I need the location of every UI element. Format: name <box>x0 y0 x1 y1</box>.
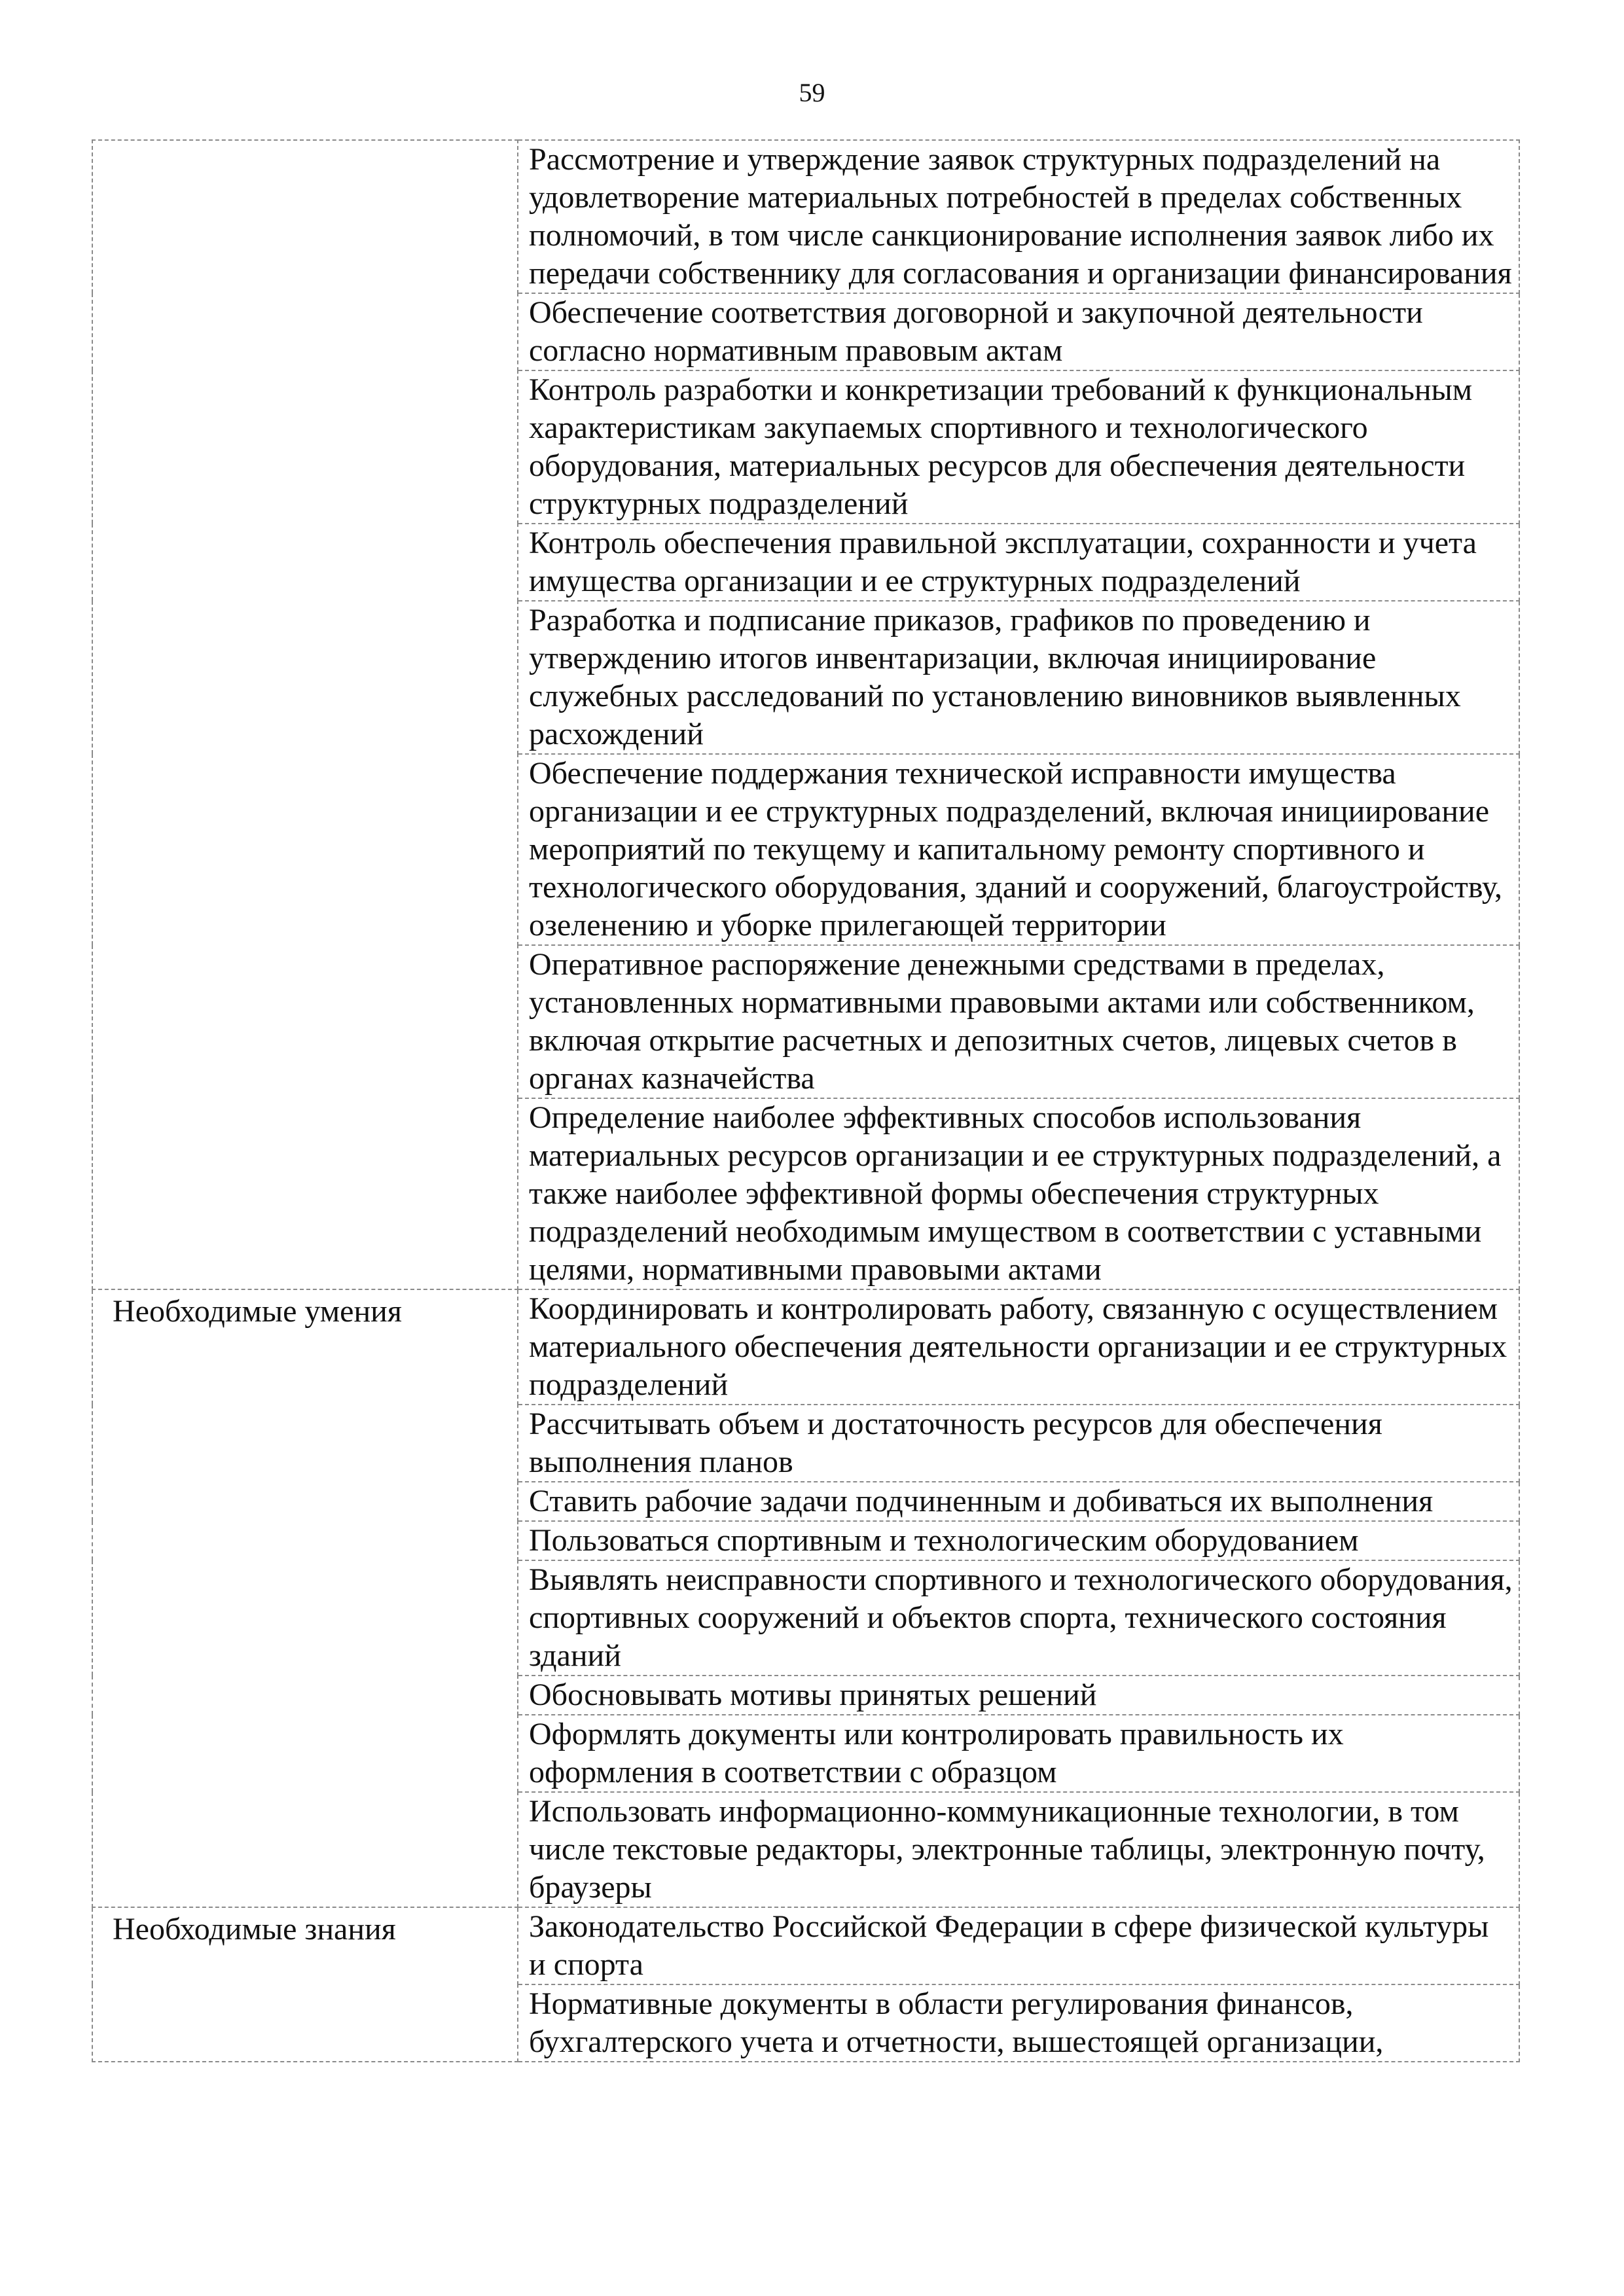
table-cell: Разработка и подписание приказов, графиков по проведению и утверждению итогов инвентаризации, включая инициирование служебных расследований по установлению виновников выявленных расхождений <box>518 601 1519 754</box>
table-row <box>92 1907 1519 1984</box>
section-label-skills: Необходимые умения <box>92 1289 518 1907</box>
table-cell: Рассмотрение и утверждение заявок структурных подразделений на удовлетворение материальных потребностей в пределах собственных полномочий, в том числе санкционирование исполнения заявок либо их передачи собственнику для согласования и организации финансирования <box>518 140 1519 293</box>
table-cell: Обеспечение поддержания технической исправности имущества организации и ее структурных подразделений, включая инициирование мероприятий по текущему и капитальному ремонту спортивного и технологического оборудования, зданий и сооружений, благоустройству, озеленению и уборке прилегающей территории <box>518 754 1519 945</box>
table-cell: Использовать информационно-коммуникационные технологии, в том числе текстовые редакторы, электронные таблицы, электронную почту, браузеры <box>518 1792 1519 1907</box>
section-label-empty <box>92 140 518 1289</box>
table-cell: Контроль разработки и конкретизации требований к функциональным характеристикам закупаемых спортивного и технологического оборудования, материальных ресурсов для обеспечения деятельности структурных подразделений <box>518 370 1519 524</box>
table-cell: Обеспечение соответствия договорной и закупочной деятельности согласно нормативным правовым актам <box>518 293 1519 370</box>
section-label-knowledge: Необходимые знания <box>92 1907 518 2062</box>
table-cell: Координировать и контролировать работу, связанную с осуществлением материального обеспечения деятельности организации и ее структурных подразделений <box>518 1289 1519 1405</box>
table-cell: Выявлять неисправности спортивного и технологического оборудования, спортивных сооружений и объектов спорта, технического состояния зданий <box>518 1560 1519 1676</box>
table-row <box>92 1289 1519 1405</box>
table-cell: Определение наиболее эффективных способов использования материальных ресурсов организации и ее структурных подразделений, а также наиболее эффективной формы обеспечения структурных подразделений необходимым имуществом в соответствии с уставными целями, нормативными правовыми актами <box>518 1098 1519 1289</box>
table-cell: Оперативное распоряжение денежными средствами в пределах, установленных нормативными правовыми актами или собственником, включая открытие расчетных и депозитных счетов, лицевых счетов в органах казначейства <box>518 945 1519 1098</box>
table-cell: Обосновывать мотивы принятых решений <box>518 1676 1519 1715</box>
table-cell: Ставить рабочие задачи подчиненным и добиваться их выполнения <box>518 1482 1519 1521</box>
requirements-table <box>92 139 1520 2062</box>
table-cell: Рассчитывать объем и достаточность ресурсов для обеспечения выполнения планов <box>518 1405 1519 1482</box>
table-cell: Пользоваться спортивным и технологическим оборудованием <box>518 1521 1519 1560</box>
table-cell: Законодательство Российской Федерации в сфере физической культуры и спорта <box>518 1907 1519 1984</box>
table-cell: Контроль обеспечения правильной эксплуатации, сохранности и учета имущества организации и ее структурных подразделений <box>518 524 1519 601</box>
table-cell: Нормативные документы в области регулирования финансов, бухгалтерского учета и отчетности, вышестоящей организации, <box>518 1984 1519 2062</box>
table-row <box>92 140 1519 293</box>
page-number: 59 <box>799 78 825 107</box>
table-cell: Оформлять документы или контролировать правильность их оформления в соответствии с образцом <box>518 1715 1519 1792</box>
